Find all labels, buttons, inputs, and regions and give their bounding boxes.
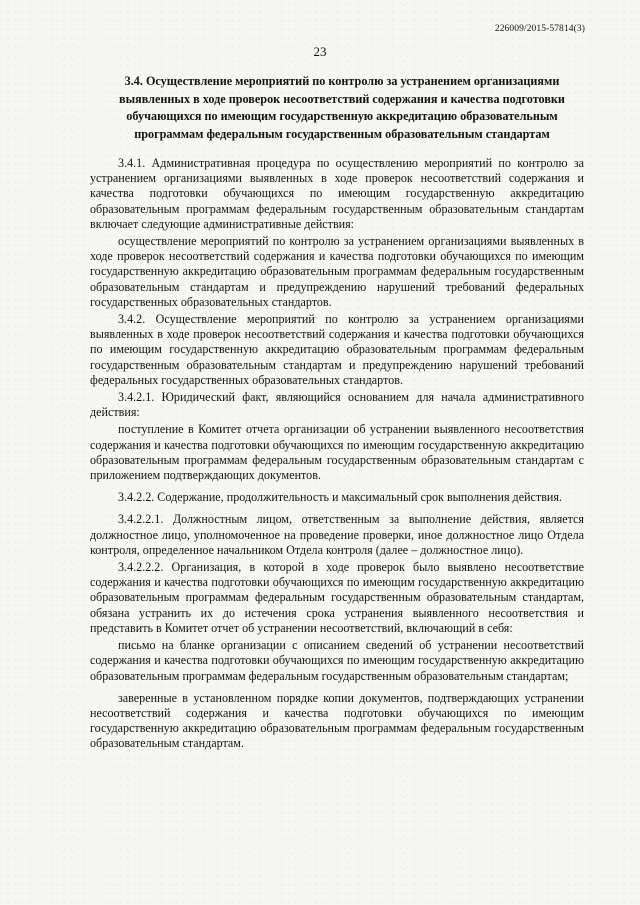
paragraph: 3.4.2.1. Юридический факт, являющийся основанием для начала административного действия: xyxy=(90,390,584,420)
paragraph: поступление в Комитет отчета организации об устранении выявленного несоответствия содержания и качества подготовки обучающихся по имеющим государственную аккредитацию образовательным программам федеральным государственным образовательным стандартам с приложением подтверждающих документов. xyxy=(90,422,584,483)
paragraph: заверенные в установленном порядке копии документов, подтверждающих устранении несоответствий содержания и качества подготовки обучающихся по имеющим государственную аккредитацию образовательным программам федеральным государственным образовательным стандартам. xyxy=(90,690,584,751)
paragraph: осуществление мероприятий по контролю за устранением организациями выявленных в ходе проверок несоответствий содержания и качества подготовки обучающихся по имеющим государственную аккредитацию образовательным программам федеральным государственным образовательным стандартам и предупреждению нарушений требований федеральных государственных образовательных стандартов. xyxy=(90,234,584,309)
paragraph: 3.4.2. Осуществление мероприятий по контролю за устранением организациями выявленных в ходе проверок несоответствий содержания и качества подготовки обучающихся по имеющим государственную аккредитацию образовательным программам федеральным государственным образовательным стандартам и предупреждению нарушений требований федеральных государственных образовательных стандартов. xyxy=(90,312,584,387)
page-number: 23 xyxy=(313,44,327,59)
paragraph: 3.4.2.2.2. Организация, в которой в ходе проверок было выявлено несоответствие содержания и качества подготовки обучающихся по имеющим государственную аккредитацию образовательным программам федеральным государственным образовательным стандартам, обязана устранить их до истечения срока устранения выявленного несоответствия и представить в Комитет отчет об устранении несоответствий, включающий в себя: xyxy=(90,560,584,635)
section-heading: 3.4. Осуществление мероприятий по контролю за устранением организациями выявленных в ходе проверок несоответствий содержания и качества подготовки обучающихся по имеющим государственную аккредитацию образовательным программам федеральным государственным образовательным стандартам xyxy=(119,74,565,141)
document-body xyxy=(90,156,584,754)
document-id: 226009/2015-57814(3) xyxy=(494,24,585,34)
paragraph: 3.4.2.2. Содержание, продолжительность и максимальный срок выполнения действия. xyxy=(118,490,562,505)
paragraph: 3.4.2.2.1. Должностным лицом, ответственным за выполнение действия, является должностное лицо, уполномоченное на проведение проверки, иное должностное лицо Отдела контроля, определенное начальником Отдела контроля (далее – должностное лицо). xyxy=(90,512,584,557)
paragraph: 3.4.1. Административная процедура по осуществлению мероприятий по контролю за устранением организациями выявленных в ходе проверок несоответствий содержания и качества подготовки обучающихся по имеющим государственную аккредитацию образовательным программам федеральным государственным образовательным стандартам включает следующие административные действия: xyxy=(90,156,584,231)
paragraph: письмо на бланке организации с описанием сведений об устранении несоответствий содержания и качества подготовки обучающихся по имеющим государственную аккредитацию образовательным программам федеральным государственным образовательным стандартам; xyxy=(90,638,584,683)
